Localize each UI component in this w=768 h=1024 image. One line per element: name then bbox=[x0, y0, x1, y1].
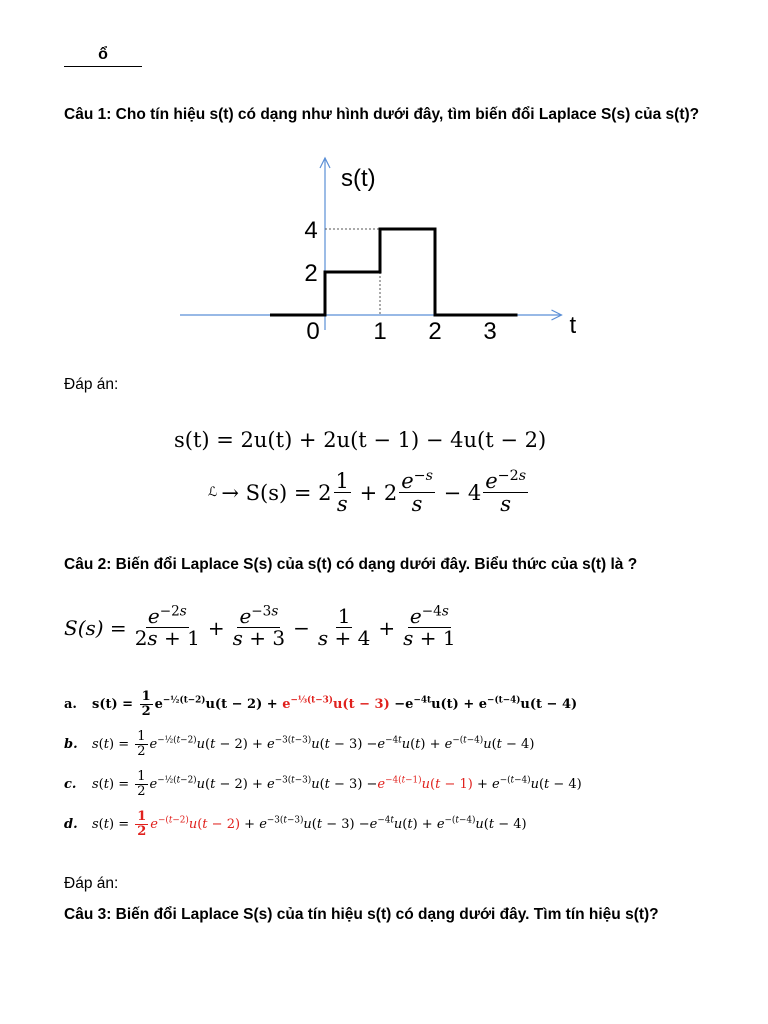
option-b[interactable]: b. s(t) = $\frac{1}{2}$ $e^{-\frac{1}{2}(t-2)}u(t - 2) + e^{-3(t-3)}u(t - 3) -e^{-4t}u(t) + e^{-(t-4)}u(t - 4)$ bbox=[64, 728, 535, 759]
x-tick-label-3: 3 bbox=[483, 318, 497, 345]
option-c[interactable]: c. s(t) = $\frac{1}{2}$ $e^{-\frac{1}{2}(t-2)}u(t - 2) + e^{-3(t-3)}u(t - 3)$ − $e^{-4(t-1)}u(t - 1)$ + $e^{-(t-4)}u(t - 4)$ bbox=[64, 768, 582, 799]
option-a-label: a. bbox=[64, 696, 77, 712]
fraction-1-over-s: $\frac{1}{s}$ bbox=[335, 469, 349, 517]
option-d-label: d. bbox=[64, 816, 78, 832]
option-a[interactable]: a. s(t) = $\frac{1}{2}$ $e^{-\frac{1}{2}(t-2)}u(t - 2)$ + $e^{-\frac{1}{3}(t-3)}u(t - 3)$ $-e^{-4t}u(t) + e^{-(t-4)}u(t - 4)$ bbox=[64, 688, 578, 719]
y-axis-label: s(t) bbox=[341, 165, 376, 192]
equation-laplace-prefix: → S(s) = 2 bbox=[221, 480, 332, 505]
equation-time-domain-text: s(t) = 2u(t) + 2u(t − 1) − 4u(t − 2) bbox=[174, 428, 547, 452]
page-heading: ổ bbox=[64, 46, 142, 67]
equation-laplace: ℒ → S(s) = 2 $\frac{1}{s}$ + 2 $\frac{e^{-s}}{s}$ − 4 $\frac{e^{-2s}}{s}$ bbox=[208, 468, 527, 517]
question-2-text: Câu 2: Biến đổi Laplace S(s) của s(t) có dạng dưới đây. Biểu thức của s(t) là ? bbox=[64, 556, 638, 573]
question-1-text: Câu 1: Cho tín hiệu s(t) có dạng như hình dưới đây, tìm biến đổi Laplace S(s) của s(t)? bbox=[64, 106, 700, 123]
x-tick-label-1: 1 bbox=[373, 318, 387, 345]
option-b-label: b. bbox=[64, 736, 78, 752]
equation-time-domain bbox=[174, 428, 546, 452]
option-d[interactable]: d. s(t) = $\frac{1}{2}$ $e^{-(t-2)}u(t - 2)$ + $e^{-3(t-3)}u(t - 3) -e^{-4t}u(t) + e^{-(t-4)}u(t - 4)$ bbox=[64, 808, 527, 839]
question-1-answer-label: Đáp án: bbox=[64, 376, 119, 393]
y-tick-label-4: 4 bbox=[304, 217, 318, 244]
signal-chart bbox=[170, 150, 590, 350]
question-2-formula: S(s) = $\frac{e^{-2s}}{2s + 1}$ + $\frac{e^{-3s}}{s + 3}$ − $\frac{1}{s + 4}$ + $\frac{e^{-4s}}{s + 1}$ bbox=[64, 603, 456, 650]
laplace-symbol: ℒ bbox=[208, 485, 218, 501]
laplace-arrow bbox=[208, 486, 217, 499]
y-tick-label-2: 2 bbox=[304, 260, 318, 287]
x-tick-label-0: 0 bbox=[306, 318, 320, 345]
fraction-e-2s-over-s: $\frac{e^{-2s}}{s}$ bbox=[485, 468, 527, 517]
x-axis-label: t bbox=[569, 312, 577, 339]
x-tick-label-2: 2 bbox=[428, 318, 442, 345]
question-3-text: Câu 3: Biến đổi Laplace S(s) của tín hiệu s(t) có dạng dưới đây. Tìm tín hiệu s(t)? bbox=[64, 906, 659, 923]
question-2-answer-label: Đáp án: bbox=[64, 875, 119, 892]
fraction-e-s-over-s: $\frac{e^{-s}}{s}$ bbox=[401, 468, 433, 517]
option-c-label: c. bbox=[64, 776, 77, 792]
